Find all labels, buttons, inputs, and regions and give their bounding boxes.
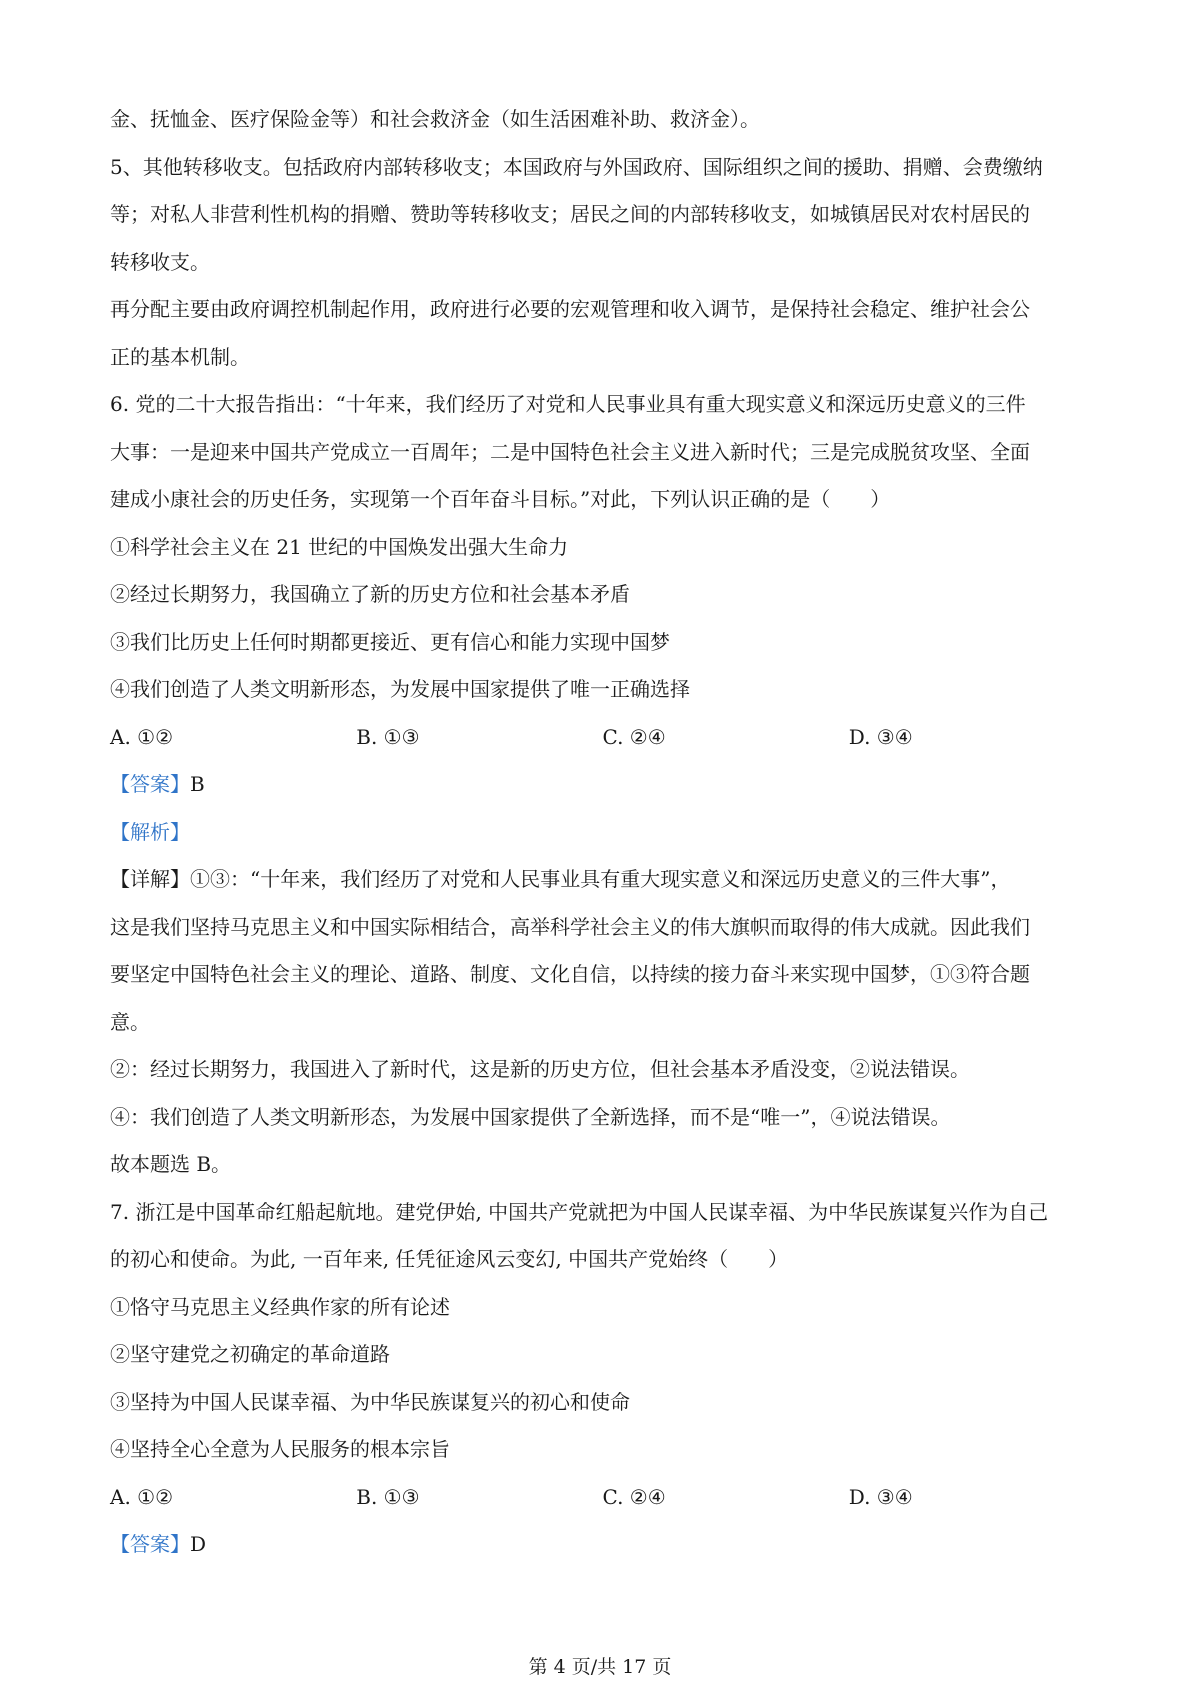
question-stem-line: 的初心和使命。为此, 一百年来, 任凭征途风云变幻, 中国共产党始终（ ） (110, 1247, 789, 1271)
analysis-line (110, 809, 1095, 857)
detail-text: 要坚定中国特色社会主义的理论、道路、制度、文化自信，以持续的接力奋斗来实现中国梦，①③符合题 (110, 962, 1030, 986)
question-item: ③坚持为中国人民谋幸福、为中华民族谋复兴的初心和使命 (110, 1389, 630, 1414)
answer-line (110, 761, 1095, 809)
answer-value: B (190, 772, 205, 796)
text-line: 正的基本机制。 (110, 344, 250, 369)
page-content (110, 96, 1095, 1569)
answer-options (110, 714, 1095, 762)
page-footer: 第 4 页/共 17 页 (528, 1656, 672, 1678)
option-b: B. ①③ (356, 1484, 420, 1509)
text-line: 再分配主要由政府调控机制起作用，政府进行必要的宏观管理和收入调节，是保持社会稳定、维护社会公 (110, 297, 1030, 321)
option-d: D. ③④ (848, 1484, 913, 1509)
detail-text: 故本题选 B。 (110, 1152, 232, 1176)
answer-line (110, 1521, 1095, 1569)
option-c: C. ②④ (602, 724, 666, 749)
question-item: ④我们创造了人类文明新形态，为发展中国家提供了唯一正确选择 (110, 677, 690, 701)
question-item: ④坚持全心全意为人民服务的根本宗旨 (110, 1437, 450, 1461)
question-item: ②坚守建党之初确定的革命道路 (110, 1342, 390, 1366)
question-stem-line: 大事：一是迎来中国共产党成立一百周年；二是中国特色社会主义进入新时代；三是完成脱贫攻坚、全面 (110, 439, 1030, 464)
text-line: 转移收支。 (110, 249, 210, 274)
detail-text: 意。 (110, 1009, 150, 1034)
text-line: 5、其他转移收支。包括政府内部转移收支；本国政府与外国政府、国际组织之间的援助、捐赠、会费缴纳 (110, 154, 1043, 179)
question-item: ③我们比历史上任何时期都更接近、更有信心和能力实现中国梦 (110, 629, 670, 654)
option-c: C. ②④ (602, 1484, 666, 1509)
answer-tag: 【答案】 (110, 1532, 190, 1556)
detail-line (110, 856, 1095, 904)
option-a: A. ①② (110, 724, 174, 749)
text-line: 等；对私人非营利性机构的捐赠、赞助等转移收支；居民之间的内部转移收支，如城镇居民对农村居民的 (110, 202, 1030, 226)
question-7 (110, 1189, 1095, 1569)
detail-text: ①③：“十年来，我们经历了对党和人民事业具有重大现实意义和深远历史意义的三件大事”， (190, 867, 1011, 891)
question-6 (110, 381, 1095, 1189)
option-a: A. ①② (110, 1484, 174, 1509)
detail-text: ④：我们创造了人类文明新形态，为发展中国家提供了全新选择，而不是“唯一”，④说法错误。 (110, 1104, 951, 1129)
question-stem-line: 6. 党的二十大报告指出：“十年来，我们经历了对党和人民事业具有重大现实意义和深远历史意义的三件 (110, 392, 1026, 416)
answer-options (110, 1474, 1095, 1522)
detail-text: 这是我们坚持马克思主义和中国实际相结合，高举科学社会主义的伟大旗帜而取得的伟大成就。因此我们 (110, 914, 1030, 939)
option-d: D. ③④ (848, 724, 913, 749)
question-item: ①科学社会主义在 21 世纪的中国焕发出强大生命力 (110, 534, 569, 559)
question-stem-line: 7. 浙江是中国革命红船起航地。建党伊始, 中国共产党就把为中国人民谋幸福、为中华民族谋复兴作为自己 (110, 1199, 1049, 1224)
question-item: ①恪守马克思主义经典作家的所有论述 (110, 1294, 450, 1319)
detail-tag: 【详解】 (110, 867, 190, 891)
detail-text: ②：经过长期努力，我国进入了新时代，这是新的历史方位，但社会基本矛盾没变，②说法错误。 (110, 1057, 970, 1081)
option-b: B. ①③ (356, 724, 420, 749)
answer-tag: 【答案】 (110, 772, 190, 796)
question-item: ②经过长期努力，我国确立了新的历史方位和社会基本矛盾 (110, 582, 630, 606)
question-stem-line: 建成小康社会的历史任务，实现第一个百年奋斗目标。”对此，下列认识正确的是（ ） (110, 487, 891, 511)
analysis-tag: 【解析】 (110, 819, 190, 844)
text-line: 金、抚恤金、医疗保险金等）和社会救济金（如生活困难补助、救济金）。 (110, 107, 760, 131)
answer-value: D (190, 1532, 207, 1556)
